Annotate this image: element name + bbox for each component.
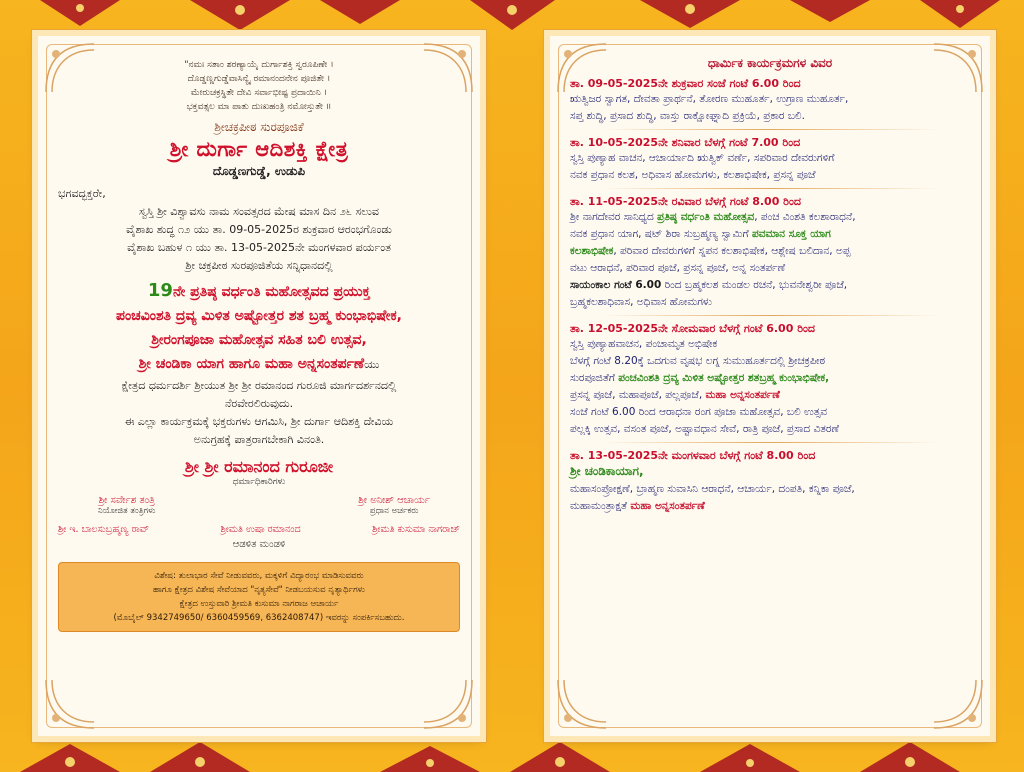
day-heading: ತಾ. 09-05-2025ನೇ ಶುಕ್ರವಾರ ಸಂಜೆ ಗಂಟೆ 6.00 ರಿಂದ [570,77,801,90]
invitation-panel [38,36,480,736]
highlight-line: ಪಂಚವಿಂಶತಿ ದ್ರವ್ಯ ಮಿಳಿತ ಅಷ್ಟೋತ್ತರ ಶತ ಬ್ರಹ್ಮ ಕುಂಭಾಭಿಷೇಕ, [115,308,402,324]
note-line: (ಮೊಬೈಲ್ 9342749650/ 6360459569, 6362408747) ಇವರನ್ನು ಸಂಪರ್ಕಿಸಬಹುದು. [113,613,405,623]
day-heading: ತಾ. 11-05-2025ನೇ ರವಿವಾರ ಬೆಳಗ್ಗೆ ಗಂಟೆ 8.00 ರಿಂದ [570,195,801,208]
shloka-line: ದೊಡ್ಡಣ್ಣಗುಡ್ಡೆವಾಸಿನ್ಯೈ ರಮಾನಂದನೇನ ಪೂಜಿತೇ । [187,74,331,84]
highlight-text: ಪಂಚವಿಂಶತಿ ದ್ರವ್ಯ ಮಿಳಿತ ಅಷ್ಟೋತ್ತರ ಶತಬ್ರಹ್ಮ ಕುಂಭಾಭಿಷೇಕ, [618,372,830,384]
highlight-text: ಮಹಾ ಅನ್ನಸಂತರ್ಪಣೆ [630,500,705,512]
committee-member: ಶ್ರೀ ಇ. ಬಾಲಸುಬ್ರಹ್ಮಣ್ಯ ರಾವ್ [58,524,150,535]
day-line: ನವಕ ಪ್ರಧಾನ ಕಲಶ, ಅಧಿವಾಸ ಹೋಮಗಳು, ಕಲಶಾಭಿಷೇಕ, ಪ್ರಸನ್ನ ಪೂಜೆ [570,169,816,181]
shloka-line: ಭಕ್ತವತ್ಸಲ ಮಾ ಪಾತು ದುಃಖಹಂತ್ರಿ ನಮೋಸ್ತುತೇ ॥ [186,102,332,112]
divider [600,188,940,189]
day-line: ಸಪ್ತ ಶುದ್ಧಿ, ಪ್ರಸಾದ ಶುದ್ಧಿ, ವಾಸ್ತು ರಾಕ್ಷೋಘ್ನಾದಿ ಪ್ರಕ್ರಿಯೆ, ಪ್ರಕಾರ ಬಲಿ. [570,110,805,122]
priest-card [98,495,155,516]
note-line: ಹಾಗೂ ಕ್ಷೇತ್ರದ ವಿಶೇಷ ಸೇವೆಯಾದ "ನೃತ್ಯಸೇವೆ" ನೀಡಬಯಸುವ ನೃತ್ಯಾರ್ಥಿಗಳು [152,585,365,595]
day-line [570,370,970,387]
body-line: ಸ್ವಸ್ತಿ ಶ್ರೀ ವಿಶ್ವಾವಸು ನಾಮ ಸಂವತ್ಸರದ ಮೇಷ ಮಾಸ ದಿನ ೨೬ ಸಲುವ [139,205,379,218]
anniversary-number: 19 [147,280,173,301]
committee-member: ಶ್ರೀಮತಿ ಕುಸುಮಾ ನಾಗರಾಜ್ [372,524,460,535]
line-text: ಮಹಾಮಂತ್ರಾಕ್ಷತೆ [570,500,631,512]
temple-title: ಶ್ರೀ ದುರ್ಗಾ ಆದಿಶಕ್ತಿ ಕ್ಷೇತ್ರ [169,137,349,161]
priest-role: ನಿಯೋಜಿತ ತಂತ್ರಿಗಳು [98,506,156,516]
line-text: ಪ್ರಸನ್ನ ಪೂಜೆ, ಮಹಾಪೂಜೆ, ಪಲ್ಲಪೂಜೆ, [570,389,706,401]
greeting: ಭಗವದ್ಭಕ್ತರೇ, [58,187,106,200]
day-heading: ತಾ. 13-05-2025ನೇ ಮಂಗಳವಾರ ಬೆಳಗ್ಗೆ ಗಂಟೆ 8.00 ರಿಂದ [570,449,816,462]
highlight-text: ಪವಮಾನ ಸೂಕ್ತ ಯಾಗ [751,228,831,240]
highlight-line: ಶ್ರೀರಂಗಪೂಜಾ ಮಹೋತ್ಸವ ಸಹಿತ ಬಲಿ ಉತ್ಸವ, [151,332,367,348]
line-text: ಶ್ರೀ ನಾಗದೇವರ ಸಾನಿಧ್ಯದ [570,211,658,223]
divider [600,315,940,316]
body-line: ವೈಶಾಖ ಬಹುಳ ೧ ಯು ತಾ. 13-05-2025ನೇ ಮಂಗಳವಾರ ಪರ್ಯಂತ [127,241,391,254]
body-line: ಈ ಎಲ್ಲಾ ಕಾರ್ಯಕ್ರಮಕ್ಕೆ ಭಕ್ತರುಗಳು ಆಗಮಿಸಿ, ಶ್ರೀ ದುರ್ಗಾ ಆದಿಶಕ್ತಿ ದೇವಿಯ [124,415,394,428]
body-line: ಕ್ಷೇತ್ರದ ಧರ್ಮದರ್ಶಿ ಶ್ರೀಯುತ ಶ್ರೀ ಶ್ರೀ ರಮಾನಂದ ಗುರೂಜಿ ಮಾರ್ಗದರ್ಶನದಲ್ಲಿ [121,379,397,392]
body-line: ಅನುಗ್ರಹಕ್ಕೆ ಪಾತ್ರರಾಗಬೇಕಾಗಿ ವಿನಂತಿ. [193,433,325,446]
guru-name: ಶ್ರೀ ಶ್ರೀ ರಮಾನಂದ ಗುರೂಜೀ [184,457,334,476]
highlight-text: ಕಲಶಾಭಿಷೇಕ [570,245,614,257]
day-line [570,387,970,404]
time-text: ಸಾಯಂಕಾಲ ಗಂಟೆ 6.00 [570,279,662,291]
divider [600,129,940,130]
committee-names [58,524,460,535]
note-line: ಕ್ಷೇತ್ರದ ಉಸ್ತುವಾರಿ ಶ್ರೀಮತಿ ಕುಸುಮಾ ನಾಗರಾಜ ಆಚಾರ್ಯ [179,599,339,609]
line-text: , ಪರಿವಾರ ದೇವರುಗಳಿಗೆ ಸ್ನಪನ ಕಲಶಾಭಿಷೇಕ, ಆಶ್ಲೇಷ ಬಲಿದಾನ, ಅಪ್ಪ [613,245,851,257]
day-line [570,277,970,294]
highlight-text: ಶ್ರೀ ಚಂಡಿಕಾ ಯಾಗ ಹಾಗೂ ಮಹಾ ಅನ್ನಸಂತರ್ಪಣೆ [138,356,365,372]
day-line: ವಟು ಆರಾಧನೆ, ಪರಿವಾರ ಪೂಜೆ, ಪ್ರಸನ್ನ ಪೂಜೆ, ಅನ್ನ ಸಂತರ್ಪಣೆ [570,262,786,274]
body-line: ಶ್ರೀ ಚಕ್ರಪೀಠ ಸುರಪೂಜಿತೆಯ ಸನ್ನಿಧಾನದಲ್ಲಿ [185,259,333,272]
body-line: ನೆರವೇರಲಿರುವುದು. [224,397,294,410]
rangoli-border-bottom [0,736,1024,772]
divider [600,442,940,443]
day-line: ಋತ್ವಿಜರ ಸ್ವಾಗತ, ದೇವತಾ ಪ್ರಾರ್ಥನೆ, ತೋರಣ ಮುಹೂರ್ತ, ಉಗ್ರಾಣ ಮುಹೂರ್ತ, [570,93,849,105]
invitation-body-2 [58,377,460,449]
day-line: ಸಂಜೆ ಗಂಟೆ 6.00 ರಿಂದ ಆರಾಧನಾ ರಂಗ ಪೂಜಾ ಮಹೋತ್ಸವ, ಬಲಿ ಉತ್ಸವ [570,406,828,418]
priest-card [358,495,430,516]
day-line [570,226,970,243]
day-line: ಸ್ವಸ್ತಿ ಪುಣ್ಯಾಹ ವಾಚನ, ಆಚಾರ್ಯಾದಿ ಋತ್ವಿಕ್ ವರ್ಣೆ, ಸಪರಿವಾರ ದೇವರುಗಳಿಗೆ [570,152,835,164]
temple-subtitle: ಶ್ರೀಚಕ್ರಪೀಠ ಸುರಪೂಜಿಕೆ [214,120,304,134]
priest-role: ಪ್ರಧಾನ ಅರ್ಚಕರು [369,506,419,516]
note-line: ವಿಶೇಷ: ತುಲಾಭಾರ ಸೇವೆ ನೀಡುವವರು, ಮಕ್ಕಳಿಗೆ ವಿದ್ಯಾರಂಭ ಮಾಡಿಸುವವರು [154,571,364,581]
highlight-text: ನೇ ಪ್ರತಿಷ್ಠ ವರ್ಧಂತಿ ಮಹೋತ್ಸವದ ಪ್ರಯುಕ್ತ [172,284,371,300]
line-text: ಸುರಪೂಜಿತೆಗೆ [570,372,619,384]
special-note [58,562,460,632]
shloka-line: "ನಮಃ ಸತಾಂ ಶರಣ್ಯಾಯೈ ದುರ್ಗಾಶಕ್ತಿ ಸ್ವರೂಪಿಣೇ । [184,60,334,70]
day-line [570,209,970,226]
day-line: ಬೆಳಗ್ಗೆ ಗಂಟೆ 8.20ಕ್ಕೆ ಒದಗುವ ವೃಷಭ ಲಗ್ನ ಸುಮುಹೂರ್ತದಲ್ಲಿ ಶ್ರೀಚಕ್ರಪೀಠ [570,355,826,367]
temple-place: ದೊಡ್ಡಣಗುಡ್ಡೆ, ಉಡುಪಿ [212,164,306,178]
day-heading: ತಾ. 10-05-2025ನೇ ಶನಿವಾರ ಬೆಳಗ್ಗೆ ಗಂಟೆ 7.00 ರಿಂದ [570,136,801,149]
day-line [570,463,970,481]
highlight-line [58,279,460,304]
priest-name: ಶ್ರೀ ಸರ್ವೇಶ ತಂತ್ರಿ [98,495,155,506]
shloka-line: ಮೇರುಚಕ್ರಸ್ಥಿತೇ ದೇವಿ ಸರ್ವಾಭೀಷ್ಟ ಪ್ರದಾಯಿನಿ । [190,88,328,98]
day-heading: ತಾ. 12-05-2025ನೇ ಸೋಮವಾರ ಬೆಳಗ್ಗೆ ಗಂಟೆ 6.00 ರಿಂದ [570,322,815,335]
highlight-line [58,352,460,377]
schedule-panel [550,36,990,736]
invitation-body [58,203,460,275]
highlight-text: ಶ್ರೀ ಚಂಡಿಕಾಯಾಗ, [570,464,644,478]
day-line: ಸ್ವಸ್ತಿ ಪುಣ್ಯಾಹವಾಚನ, ಪಂಚಾಮೃತ ಅಭಿಷೇಕ [570,338,718,350]
rangoli-border-top [0,0,1024,36]
body-line: ವೈಶಾಖ ಶುದ್ಧ ೧೨ ಯು ತಾ. 09-05-2025ರ ಶುಕ್ರವಾರ ಆರಂಭಗೊಂಡು [126,223,392,236]
guru-role: ಧರ್ಮಾಧಿಕಾರಿಗಳು [232,477,286,487]
line-text: ರಿಂದ ಬ್ರಹ್ಮಕಲಶ ಮಂಡಲ ರಚನೆ, ಭುವನೇಶ್ವರೀ ಪೂಜೆ, [661,279,848,291]
event-highlights [58,279,460,377]
priest-name: ಶ್ರೀ ಅನೀಶ್ ಆಚಾರ್ಯ [358,495,430,506]
line-text: ನವಕ ಪ್ರಧಾನ ಯಾಗ, ಷಟ್ ಶಿರಾ ಸುಬ್ರಹ್ಮಣ್ಯ ಸ್ವಾಮಿಗೆ [570,228,752,240]
highlight-text: ಪ್ರತಿಷ್ಠ ವರ್ಧಂತಿ ಮಹೋತ್ಸವ [657,211,755,223]
day-line: ಪಲ್ಲಕ್ಕಿ ಉತ್ಸವ, ವಸಂತ ಪೂಜೆ, ಅಷ್ಟಾವಧಾನ ಸೇವೆ, ರಾತ್ರಿ ಪೂಜೆ, ಪ್ರಸಾದ ವಿತರಣೆ [570,423,840,435]
priests-row [58,495,460,516]
highlight-suffix: ಯು [364,358,380,371]
committee-label: ಆಡಳಿತ ಮಂಡಳಿ [232,539,286,550]
day-line: ಬ್ರಹ್ಮಕಲಶಾಧಿವಾಸ, ಅಧಿವಾಸ ಹೋಮಗಳು [570,296,712,308]
shloka-verse [58,58,460,114]
line-text: , ಪಂಚ ವಿಂಶತಿ ಕಲಶಾರಾಧನೆ, [754,211,856,223]
day-line [570,243,970,260]
highlight-text: ಮಹಾ ಅನ್ನಸಂತರ್ಪಣೆ [705,389,780,401]
committee-member: ಶ್ರೀಮತಿ ಉಷಾ ರಮಾನಂದ [220,524,301,535]
day-line: ಮಹಾಸಂಪ್ರೋಕ್ಷಣೆ, ಬ್ರಾಹ್ಮಣ ಸುವಾಸಿನಿ ಆರಾಧನೆ, ಆಚಾರ್ಯ, ದಂಪತಿ, ಕನ್ನಿಕಾ ಪೂಜೆ, [570,483,855,495]
schedule-heading: ಧಾರ್ಮಿಕ ಕಾರ್ಯಕ್ರಮಗಳ ವಿವರ [707,56,833,70]
day-line [570,498,970,515]
